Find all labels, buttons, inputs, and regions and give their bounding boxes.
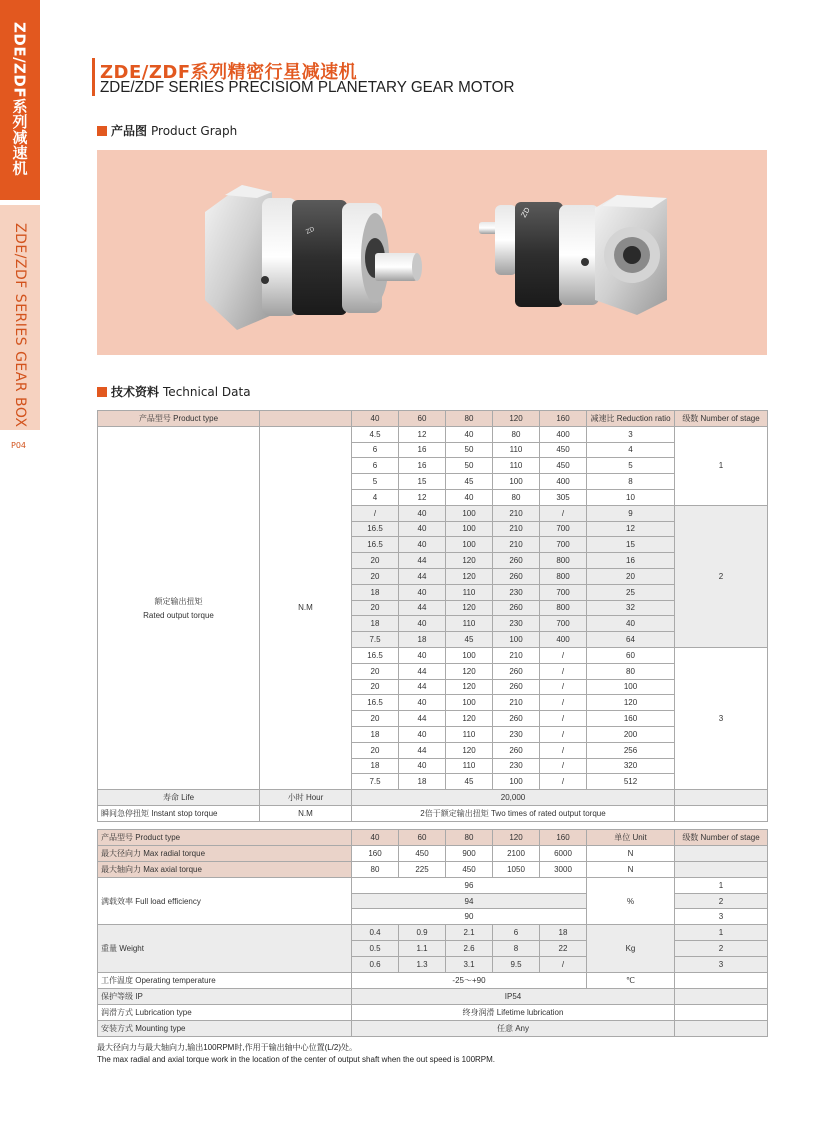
- table-cell: 40: [446, 426, 493, 442]
- table-cell: [675, 861, 768, 877]
- table-cell: 20: [352, 663, 399, 679]
- table-cell: 22: [540, 941, 587, 957]
- table-cell: [675, 845, 768, 861]
- technical-data-heading-en: Technical Data: [163, 384, 251, 399]
- table-cell: 3: [675, 957, 768, 973]
- product-graph-heading: [97, 122, 237, 139]
- table-cell: /: [540, 647, 587, 663]
- table-cell: 160: [352, 845, 399, 861]
- ip-label: 保护等级 IP: [98, 988, 352, 1004]
- table-cell: 16.5: [352, 521, 399, 537]
- table-cell: 32: [587, 600, 675, 616]
- header-size-120: 120: [493, 830, 540, 846]
- table-cell: 120: [446, 742, 493, 758]
- gear-motor-illustration: [97, 150, 767, 355]
- footnote-en: The max radial and axial torque work in the location of the center of output shaft when the out speed is 100RPM.: [97, 1055, 496, 1064]
- table-cell: [675, 790, 768, 806]
- table-cell: 3.1: [446, 957, 493, 973]
- gear-motor-right: [479, 195, 667, 315]
- table-cell: /: [540, 758, 587, 774]
- table-cell: 230: [493, 726, 540, 742]
- table-cell: 40: [399, 521, 446, 537]
- torque-unit: N.M: [260, 426, 352, 789]
- table-cell: 6: [352, 442, 399, 458]
- table-cell: 700: [540, 584, 587, 600]
- heading-square-icon: [97, 126, 107, 136]
- table-cell: 210: [493, 521, 540, 537]
- table-cell: Kg: [587, 925, 675, 973]
- stage-cell: 2: [675, 505, 768, 647]
- table-cell: /: [540, 957, 587, 973]
- table-cell: 6: [352, 458, 399, 474]
- table-cell: 0.9: [399, 925, 446, 941]
- table-cell: 260: [493, 679, 540, 695]
- table-cell: 96: [352, 877, 587, 893]
- table-row: [98, 973, 768, 989]
- table-cell: 任意 Any: [352, 1020, 675, 1036]
- table-cell: 90: [352, 909, 587, 925]
- table-cell: 1050: [493, 861, 540, 877]
- table-cell: 450: [540, 458, 587, 474]
- technical-data-table-1: [97, 410, 768, 822]
- mounting-label: 安装方式 Mounting type: [98, 1020, 352, 1036]
- table-cell: 1: [675, 877, 768, 893]
- table-row: [98, 925, 768, 941]
- table-cell: 100: [446, 695, 493, 711]
- rated-torque-label: [98, 426, 260, 789]
- table-cell: 9.5: [493, 957, 540, 973]
- table-cell: 110: [493, 458, 540, 474]
- table-cell: 120: [446, 568, 493, 584]
- table-cell: 2100: [493, 845, 540, 861]
- table-cell: 7.5: [352, 632, 399, 648]
- table-cell: 60: [587, 647, 675, 663]
- table-cell: 40: [399, 726, 446, 742]
- table-cell: /: [540, 742, 587, 758]
- table-cell: 6000: [540, 845, 587, 861]
- life-label: 寿命 Life: [98, 790, 260, 806]
- table-cell: 20: [352, 600, 399, 616]
- table-row: [98, 1020, 768, 1036]
- sidebar-cn-tab: [0, 0, 40, 200]
- table-cell: 210: [493, 647, 540, 663]
- table-cell: 260: [493, 568, 540, 584]
- title-accent-bar: [92, 58, 95, 96]
- table-cell: 4: [352, 489, 399, 505]
- table-cell: [675, 805, 768, 821]
- table-cell: 120: [587, 695, 675, 711]
- table-cell: /: [540, 679, 587, 695]
- table-cell: 110: [446, 584, 493, 600]
- table-cell: 终身润滑 Lifetime lubrication: [352, 1004, 675, 1020]
- table-cell: /: [540, 774, 587, 790]
- sidebar-en-tab: [0, 205, 40, 430]
- efficiency-label: 满载效率 Full load efficiency: [98, 877, 352, 925]
- table-cell: 12: [399, 426, 446, 442]
- table-cell: 2.6: [446, 941, 493, 957]
- table-cell: 800: [540, 568, 587, 584]
- table-cell: 94: [352, 893, 587, 909]
- table-cell: 18: [352, 758, 399, 774]
- table-cell: 40: [446, 489, 493, 505]
- table-cell: 5: [587, 458, 675, 474]
- table-cell: 18: [399, 632, 446, 648]
- table-cell: 450: [540, 442, 587, 458]
- table-cell: ℃: [587, 973, 675, 989]
- table-cell: 80: [587, 663, 675, 679]
- footnote-cn: 最大径向力与最大轴向力,输出100RPM时,作用于输出轴中心位置(L/2)处。: [97, 1043, 358, 1052]
- table-cell: 260: [493, 663, 540, 679]
- table-cell: 12: [399, 489, 446, 505]
- header-size-80: 80: [446, 411, 493, 427]
- table-cell: 160: [587, 711, 675, 727]
- table-cell: 120: [446, 679, 493, 695]
- table-cell: 700: [540, 521, 587, 537]
- table-cell: 16: [587, 553, 675, 569]
- header-size-160: 160: [540, 830, 587, 846]
- table-cell: 2: [675, 893, 768, 909]
- page-title-cn: ZDE/ZDF系列精密行星减速机: [100, 62, 358, 83]
- table-cell: 2: [675, 941, 768, 957]
- header-number-of-stage: 级数 Number of stage: [675, 411, 768, 427]
- table-cell: 100: [446, 537, 493, 553]
- table-cell: [675, 1020, 768, 1036]
- table-cell: 50: [446, 442, 493, 458]
- table-cell: 40: [587, 616, 675, 632]
- table-cell: 18: [352, 726, 399, 742]
- table-cell: 40: [399, 505, 446, 521]
- table-cell: 210: [493, 505, 540, 521]
- table-cell: 200: [587, 726, 675, 742]
- product-graph-heading-en: Product Graph: [151, 123, 238, 138]
- table-cell: 260: [493, 742, 540, 758]
- header-size-80: 80: [446, 830, 493, 846]
- table-cell: 50: [446, 458, 493, 474]
- table-cell: 80: [493, 426, 540, 442]
- table-cell: 25: [587, 584, 675, 600]
- instant-stop-value: 2倍于额定输出扭矩 Two times of rated output torque: [352, 805, 675, 821]
- table-cell: 18: [540, 925, 587, 941]
- technical-data-heading: [97, 383, 251, 400]
- table-cell: 900: [446, 845, 493, 861]
- table-cell: 450: [399, 845, 446, 861]
- table-cell: /: [540, 711, 587, 727]
- table-cell: 320: [587, 758, 675, 774]
- heading-square-icon: [97, 387, 107, 397]
- table-cell: 2.1: [446, 925, 493, 941]
- table-cell: 230: [493, 758, 540, 774]
- table-cell: /: [352, 505, 399, 521]
- table-cell: 1.1: [399, 941, 446, 957]
- left-motor-label: ZD: [304, 225, 316, 236]
- table-cell: 225: [399, 861, 446, 877]
- stage-cell: 1: [675, 426, 768, 505]
- table-cell: 44: [399, 742, 446, 758]
- table-cell: N: [587, 861, 675, 877]
- table-cell: /: [540, 505, 587, 521]
- table-cell: 7.5: [352, 774, 399, 790]
- table-cell: 20: [352, 679, 399, 695]
- table-cell: 100: [446, 647, 493, 663]
- table-cell: 44: [399, 663, 446, 679]
- table-row: [98, 845, 768, 861]
- table-cell: 100: [446, 505, 493, 521]
- table-cell: 700: [540, 616, 587, 632]
- table-cell: 40: [399, 758, 446, 774]
- header-unit: 单位 Unit: [587, 830, 675, 846]
- table1-header-row: [98, 411, 768, 427]
- table-cell: 120: [446, 600, 493, 616]
- table-cell: 18: [399, 774, 446, 790]
- table-cell: 80: [493, 489, 540, 505]
- table-cell: 20: [352, 742, 399, 758]
- table-cell: 20: [352, 553, 399, 569]
- table-cell: 44: [399, 679, 446, 695]
- table-cell: 45: [446, 774, 493, 790]
- table-cell: %: [587, 877, 675, 925]
- axial-label: 最大轴向力 Max axial torque: [98, 861, 352, 877]
- table-cell: 100: [587, 679, 675, 695]
- instant-stop-label: 瞬间急停扭矩 Instant stop torque: [98, 805, 260, 821]
- table-cell: 120: [446, 711, 493, 727]
- table-row: [98, 988, 768, 1004]
- table-row: [98, 790, 768, 806]
- table-cell: 4.5: [352, 426, 399, 442]
- table-cell: 44: [399, 568, 446, 584]
- header-product-type: 产品型号 Product type: [98, 830, 352, 846]
- table-cell: [675, 1004, 768, 1020]
- table-cell: [675, 988, 768, 1004]
- radial-label: 最大径向力 Max radial torque: [98, 845, 352, 861]
- instant-stop-unit: N.M: [260, 805, 352, 821]
- header-blank: [260, 411, 352, 427]
- page-title-en: ZDE/ZDF SERIES PRECISIOM PLANETARY GEAR MOTOR: [100, 79, 515, 96]
- table-cell: 230: [493, 616, 540, 632]
- table-row: [98, 1004, 768, 1020]
- technical-data-table-2: [97, 829, 768, 1037]
- table-cell: 18: [352, 616, 399, 632]
- table-cell: 4: [587, 442, 675, 458]
- table-cell: 40: [399, 695, 446, 711]
- table-cell: 40: [399, 647, 446, 663]
- header-product-type: 产品型号 Product type: [98, 411, 260, 427]
- sidebar-cn-label: ZDE/ZDF系列减速机: [10, 22, 29, 176]
- stage-cell: 3: [675, 647, 768, 789]
- table-cell: 40: [399, 537, 446, 553]
- table-cell: 400: [540, 632, 587, 648]
- table-cell: 110: [493, 442, 540, 458]
- header-size-120: 120: [493, 411, 540, 427]
- table-cell: 0.5: [352, 941, 399, 957]
- table-cell: 120: [446, 553, 493, 569]
- life-value: 20,000: [352, 790, 675, 806]
- table-cell: 18: [352, 584, 399, 600]
- rated-torque-label-en: Rated output torque: [143, 610, 214, 620]
- table-cell: 16.5: [352, 647, 399, 663]
- table-cell: 8: [587, 474, 675, 490]
- table-cell: IP54: [352, 988, 675, 1004]
- table-cell: 6: [493, 925, 540, 941]
- header-size-160: 160: [540, 411, 587, 427]
- table-cell: 210: [493, 537, 540, 553]
- right-motor-label: ZD: [519, 206, 532, 219]
- table-cell: 100: [446, 521, 493, 537]
- table-cell: -25～+90: [352, 973, 587, 989]
- header-number-of-stage: 级数 Number of stage: [675, 830, 768, 846]
- table-row: [98, 805, 768, 821]
- table-cell: 0.4: [352, 925, 399, 941]
- table-cell: 45: [446, 632, 493, 648]
- table-cell: 44: [399, 553, 446, 569]
- table-cell: 12: [587, 521, 675, 537]
- table-cell: 110: [446, 758, 493, 774]
- rated-torque-label-cn: 额定输出扭矩: [154, 596, 203, 606]
- table-cell: 700: [540, 537, 587, 553]
- table-cell: 305: [540, 489, 587, 505]
- table-cell: 400: [540, 474, 587, 490]
- table-cell: 400: [540, 426, 587, 442]
- table-cell: 3: [675, 909, 768, 925]
- table-row: [98, 861, 768, 877]
- table-cell: 100: [493, 632, 540, 648]
- table-cell: 45: [446, 474, 493, 490]
- table-cell: /: [540, 695, 587, 711]
- lubrication-label: 润滑方式 Lubrication type: [98, 1004, 352, 1020]
- table-cell: 230: [493, 584, 540, 600]
- table-cell: 40: [399, 616, 446, 632]
- table-cell: 3000: [540, 861, 587, 877]
- table-cell: 210: [493, 695, 540, 711]
- table-cell: 256: [587, 742, 675, 758]
- table-cell: /: [540, 726, 587, 742]
- table-cell: 100: [493, 474, 540, 490]
- table-row: [98, 426, 768, 442]
- table-cell: 64: [587, 632, 675, 648]
- table-cell: 80: [352, 861, 399, 877]
- table-cell: /: [540, 663, 587, 679]
- table-cell: 260: [493, 553, 540, 569]
- header-size-40: 40: [352, 411, 399, 427]
- table-cell: 44: [399, 711, 446, 727]
- table-cell: 20: [352, 568, 399, 584]
- table-cell: 9: [587, 505, 675, 521]
- product-graph-heading-cn: 产品图: [111, 124, 148, 138]
- gear-motor-left: [205, 185, 422, 330]
- technical-data-heading-cn: 技术资料: [111, 385, 160, 399]
- table-cell: 260: [493, 711, 540, 727]
- table-cell: 10: [587, 489, 675, 505]
- table-cell: 16: [399, 458, 446, 474]
- sidebar-en-label: ZDE/ZDF SERIES GEAR BOX: [12, 223, 28, 428]
- table-cell: 100: [493, 774, 540, 790]
- table-cell: 5: [352, 474, 399, 490]
- table-cell: 110: [446, 726, 493, 742]
- table-cell: 44: [399, 600, 446, 616]
- header-reduction-ratio: 减速比 Reduction ratio: [587, 411, 675, 427]
- table-cell: 16: [399, 442, 446, 458]
- table-cell: 1: [675, 925, 768, 941]
- table-cell: 20: [352, 711, 399, 727]
- table-cell: 260: [493, 600, 540, 616]
- weight-label: 重量 Weight: [98, 925, 352, 973]
- table-row: [98, 877, 768, 893]
- table-cell: [675, 973, 768, 989]
- table2-header-row: [98, 830, 768, 846]
- table-cell: 120: [446, 663, 493, 679]
- table-cell: 450: [446, 861, 493, 877]
- table-cell: 800: [540, 553, 587, 569]
- table-cell: N: [587, 845, 675, 861]
- header-size-40: 40: [352, 830, 399, 846]
- table-cell: 15: [399, 474, 446, 490]
- header-size-60: 60: [399, 411, 446, 427]
- table-cell: 8: [493, 941, 540, 957]
- table-cell: 110: [446, 616, 493, 632]
- life-unit: 小时 Hour: [260, 790, 352, 806]
- header-size-60: 60: [399, 830, 446, 846]
- table-cell: 15: [587, 537, 675, 553]
- table-cell: 0.6: [352, 957, 399, 973]
- table-cell: 1.3: [399, 957, 446, 973]
- table-cell: 800: [540, 600, 587, 616]
- table-cell: 16.5: [352, 695, 399, 711]
- table-cell: 40: [399, 584, 446, 600]
- table-cell: 3: [587, 426, 675, 442]
- product-photo: [97, 150, 767, 355]
- table-cell: 512: [587, 774, 675, 790]
- table-cell: 20: [587, 568, 675, 584]
- page-number: P04: [11, 441, 27, 450]
- temperature-label: 工作温度 Operating temperature: [98, 973, 352, 989]
- table-cell: 16.5: [352, 537, 399, 553]
